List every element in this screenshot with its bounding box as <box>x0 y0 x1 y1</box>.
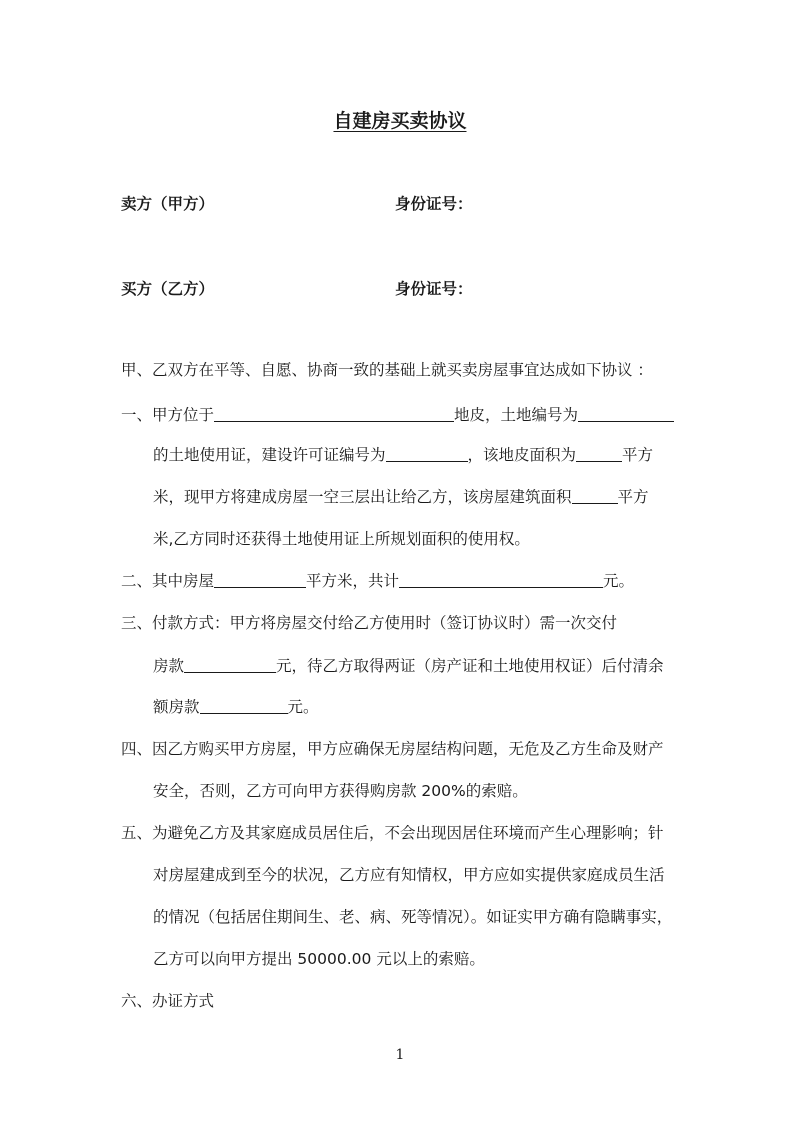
clause1-text-a: 一、甲方位于 <box>121 406 215 424</box>
clause2-line1 <box>121 569 686 593</box>
clause4-line1: 四、因乙方购买甲方房屋，甲方应确保无房屋结构问题，无危及乙方生命及财产 <box>121 740 664 758</box>
page-number: 1 <box>395 1047 405 1063</box>
permit-number-blank <box>386 443 468 462</box>
clause3-text-e: 元。 <box>287 698 319 716</box>
clause2-text-c: 元。 <box>603 572 635 590</box>
balance-payment-blank <box>200 695 288 714</box>
clause3-text-c: 元，待乙方取得两证（房产证和土地使用权证）后付清余 <box>276 657 664 675</box>
clause1-text-e: 平方 <box>622 446 654 464</box>
clause1-text-g: 平方 <box>617 488 649 506</box>
clause2-text-b: 平方米，共计 <box>306 572 400 590</box>
clause3-line2 <box>153 654 683 678</box>
intro-paragraph: 甲、乙双方在平等、自愿、协商一致的基础上就买卖房屋事宜达成如下协议 ： <box>121 361 653 379</box>
clause5-line1: 五、为避免乙方及其家庭成员居住后，不会出现因居住环境而产生心理影响；针 <box>121 824 664 842</box>
clause3-line3 <box>153 695 683 719</box>
house-area-blank <box>214 569 306 588</box>
clause3-text-d: 额房款 <box>153 698 200 716</box>
clause1-line2 <box>153 443 683 467</box>
clause2-text-a: 二、其中房屋 <box>121 572 215 590</box>
seller-row <box>121 192 721 214</box>
first-payment-blank <box>184 654 276 673</box>
clause4-line2: 安全，否则，乙方可向甲方获得购房款 200%的索赔。 <box>153 782 528 800</box>
buyer-label: 买方（乙方） <box>121 280 215 298</box>
land-area-blank <box>576 443 622 462</box>
clause6-line1: 六、办证方式 <box>121 992 215 1010</box>
location-blank <box>214 403 454 422</box>
clause1-line3 <box>153 485 683 509</box>
land-number-blank <box>578 403 674 422</box>
document-title: 自建房买卖协议 <box>333 110 467 132</box>
clause1-text-f: 米，现甲方将建成房屋一空三层出让给乙方，该房屋建筑面积 <box>153 488 572 506</box>
total-price-blank <box>399 569 603 588</box>
buyer-id-label: 身份证号： <box>395 280 473 298</box>
clause1-text-c: 的土地使用证，建设许可证编号为 <box>153 446 386 464</box>
seller-label: 卖方（甲方） <box>121 195 215 213</box>
seller-id-label: 身份证号： <box>395 195 473 213</box>
clause3-line1: 三、付款方式：甲方将房屋交付给乙方使用时（签订协议时）需一次交付 <box>121 614 618 632</box>
clause5-line3: 的情况（包括居住期间生、老、病、死等情况）。如证实甲方确有隐瞒事实， <box>153 908 673 926</box>
clause1-text-d: ，该地皮面积为 <box>467 446 577 464</box>
building-area-blank <box>572 485 618 504</box>
clause5-line4: 乙方可以向甲方提出 50000.00 元以上的索赔。 <box>153 950 485 968</box>
clause5-line2: 对房屋建成到至今的状况，乙方应有知情权，甲方应如实提供家庭成员生活 <box>153 866 665 884</box>
clause1-line4: 米,乙方同时还获得土地使用证上所规划面积的使用权。 <box>153 530 530 548</box>
clause1-line1 <box>121 403 686 427</box>
clause3-text-b: 房款 <box>153 657 185 675</box>
clause1-text-b: 地皮，土地编号为 <box>454 406 579 424</box>
buyer-row <box>121 277 721 299</box>
